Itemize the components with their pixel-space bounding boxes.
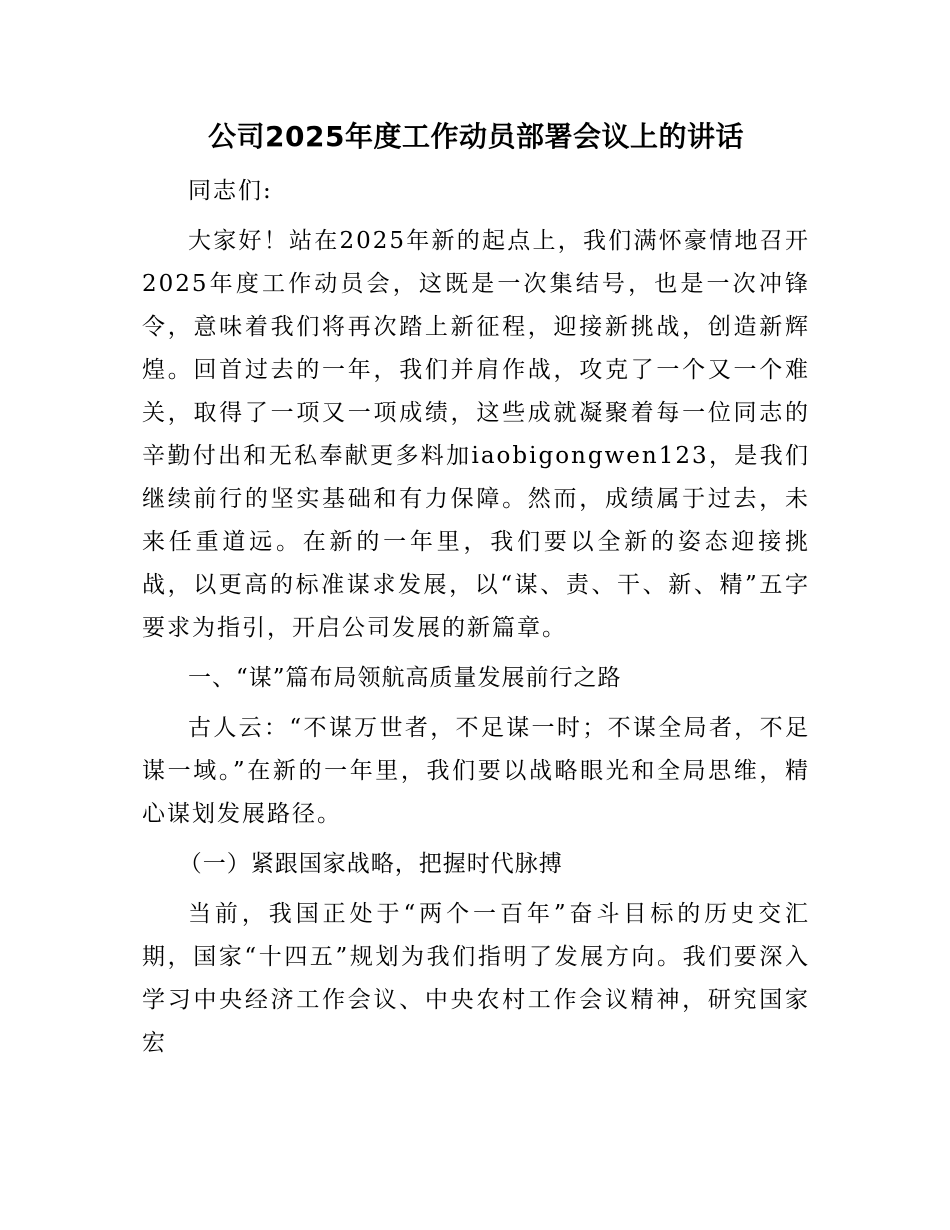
paragraph-opening: 大家好！站在2025年新的起点上，我们满怀豪情地召开2025年度工作动员会，这既是一次集结号，也是一次冲锋令，意味着我们将再次踏上新征程，迎接新挑战，创造新辉煌。回首过去的一年，我们并肩作战，攻克了一个又一个难关，取得了一项又一项成绩，这些成就凝聚着每一位同志的辛勤付出和无私奉献更多料加iaobigongwen123，是我们继续前行的坚实基础和有力保障。然而，成绩属于过去，未来任重道远。在新的一年里，我们要以全新的姿态迎接挑战，以更高的标准谋求发展，以“谋、责、干、新、精”五字要求为指引，开启公司发展的新篇章。 bbox=[142, 228, 810, 641]
paragraph-national-strategy: 当前，我国正处于“两个一百年”奋斗目标的历史交汇期，国家“十四五”规划为我们指明了发展方向。我们要深入学习中央经济工作会议、中央农村工作会议精神，研究国家宏 bbox=[142, 901, 810, 1056]
document-body bbox=[142, 112, 810, 1072]
paragraph-quote: 古人云：“不谋万世者，不足谋一时；不谋全局者，不足谋一域。”在新的一年里，我们要以战略眼光和全局思维，精心谋划发展路径。 bbox=[142, 715, 810, 827]
section-heading-1: 一、“谋”篇布局领航高质量发展前行之路 bbox=[188, 665, 622, 691]
subsection-heading-1: （一）紧跟国家战略，把握时代脉搏 bbox=[178, 851, 563, 877]
document-title: 公司2025年度工作动员部署会议上的讲话 bbox=[208, 120, 744, 153]
salutation: 同志们: bbox=[188, 178, 273, 204]
